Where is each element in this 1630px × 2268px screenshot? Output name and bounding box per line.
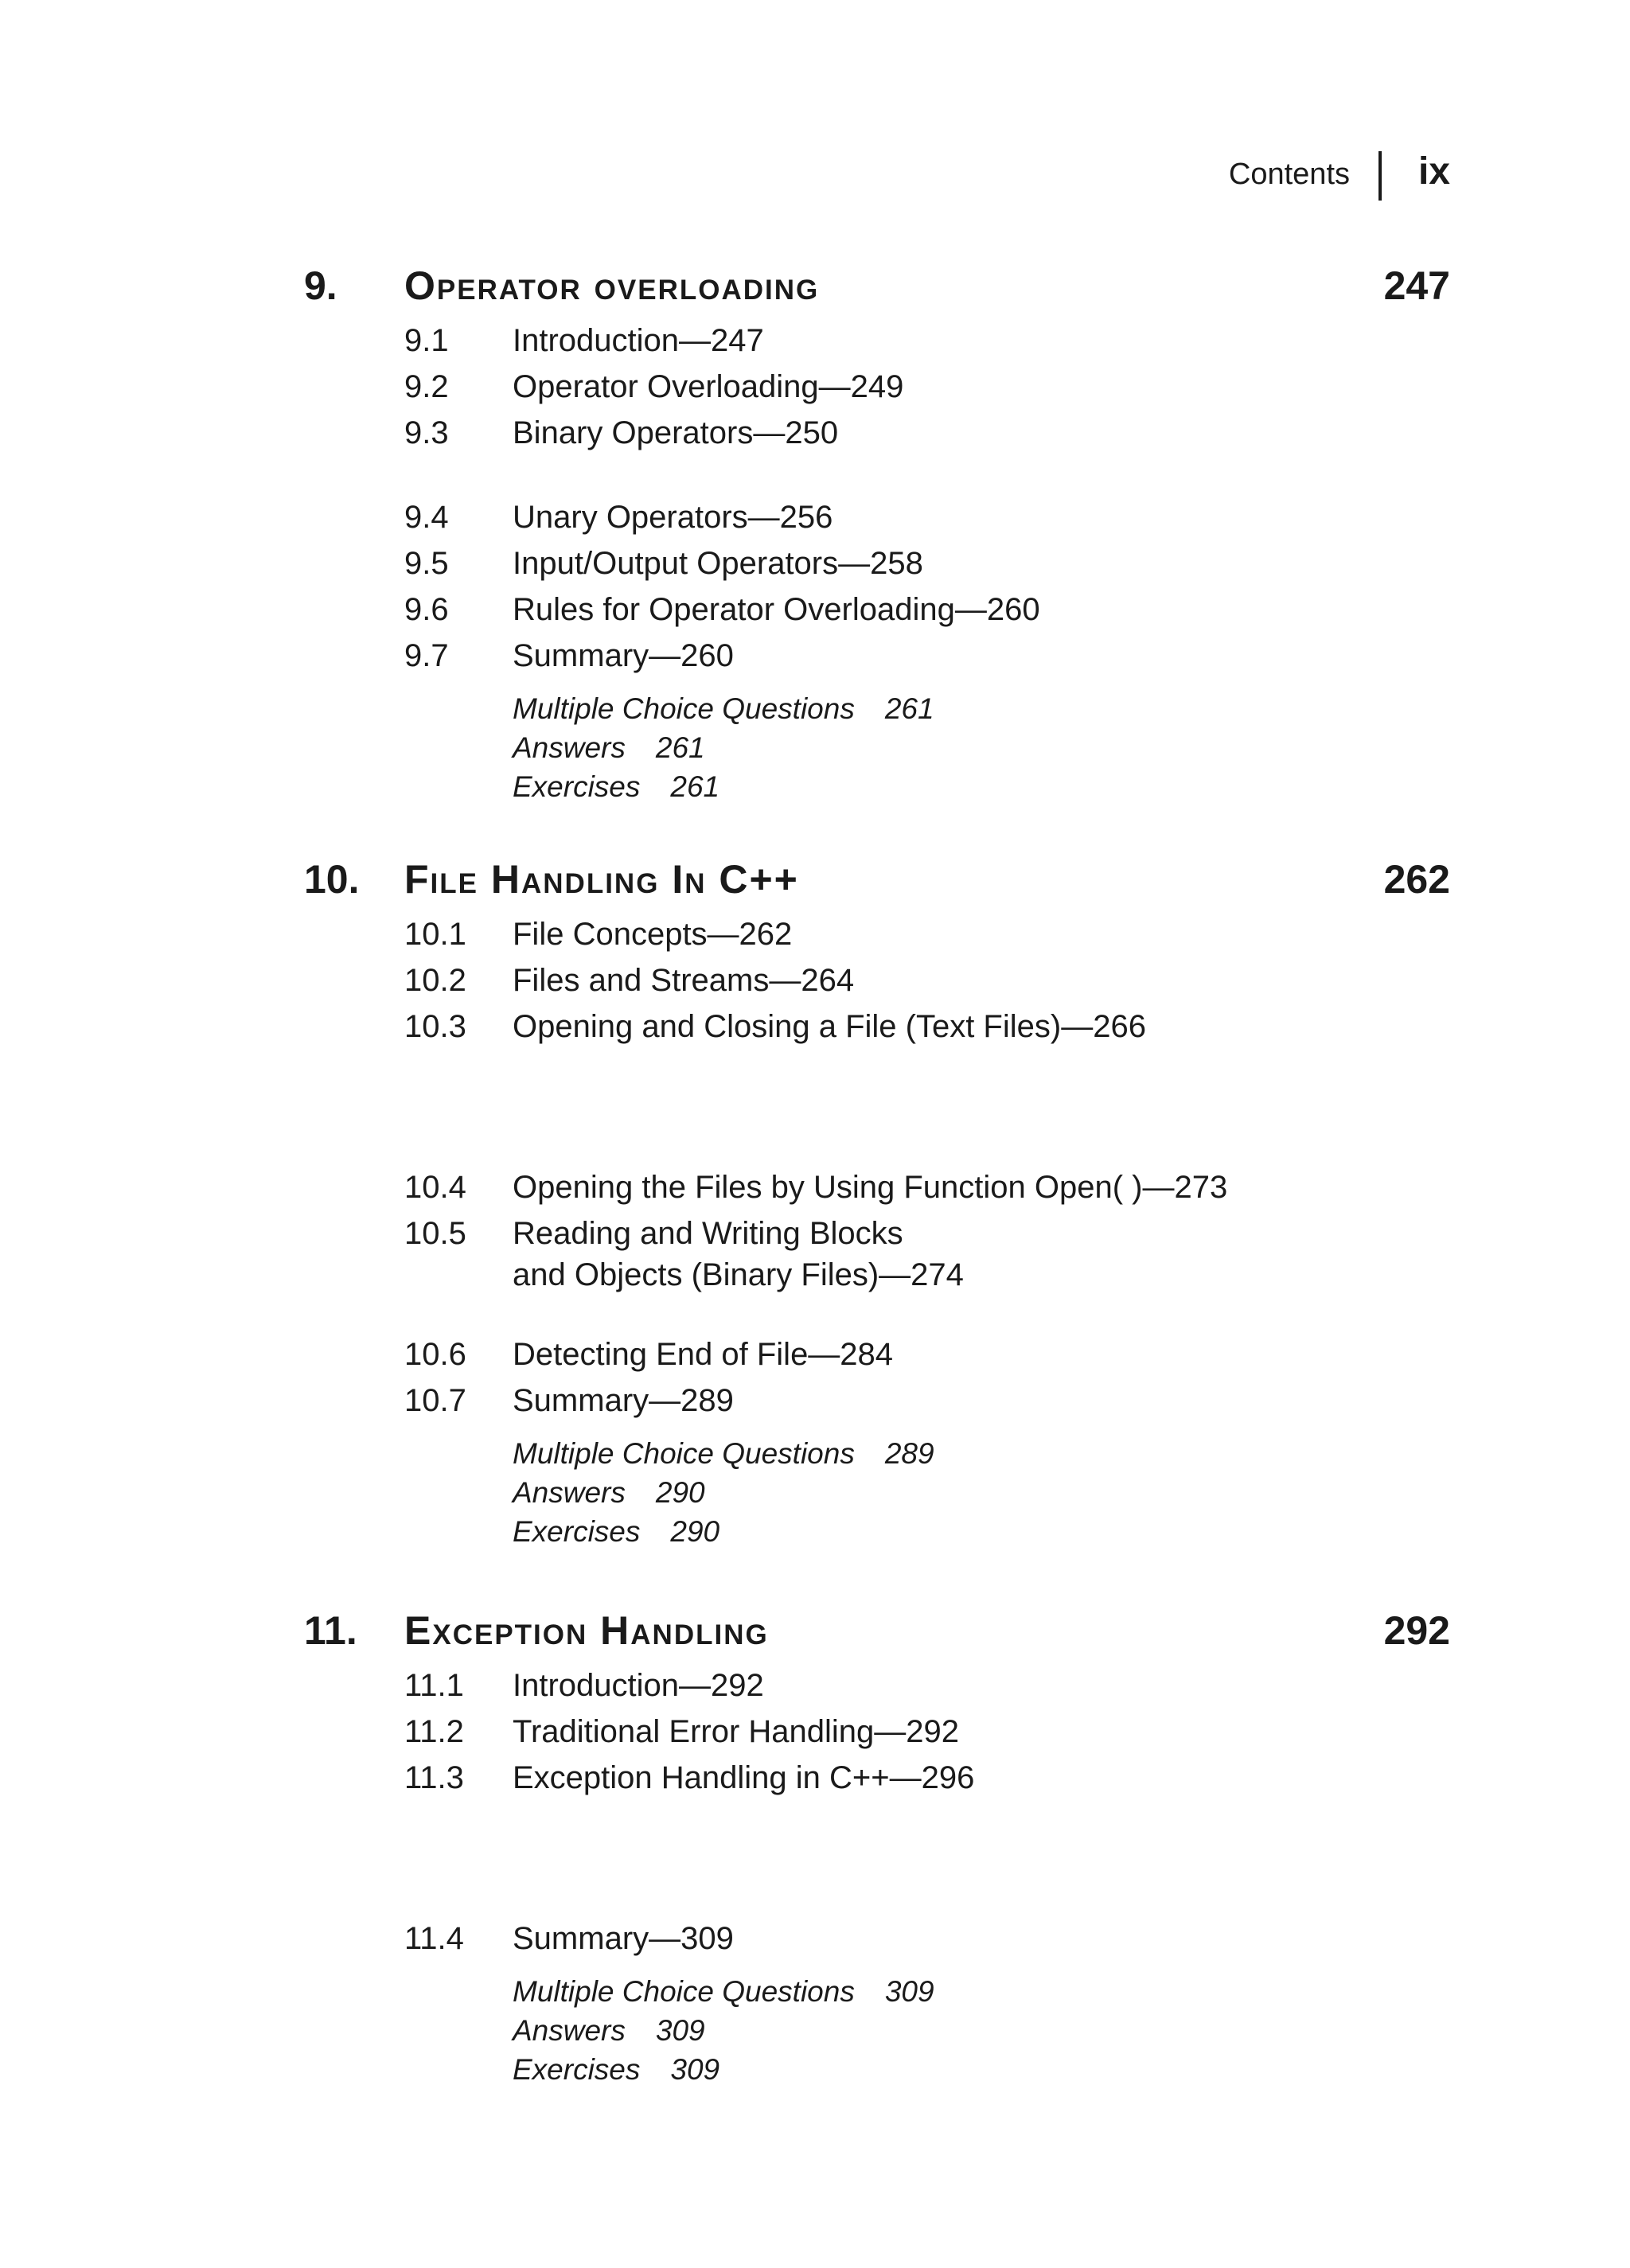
section-entry: [304, 412, 1450, 458]
section-title: [513, 1006, 1450, 1047]
chapter-block: [304, 850, 1450, 1551]
chapter-number: 10.: [304, 857, 360, 902]
section-title-text: Reading and Writing Blocks: [513, 1216, 903, 1251]
chapter-number: 11.: [304, 1608, 357, 1653]
subsection-title: [702, 455, 1450, 493]
end-matter-entry: [513, 1512, 1450, 1551]
section-number: 9.1: [404, 323, 449, 358]
end-matter-page: 309: [884, 1975, 934, 2008]
section-number: 10.5: [404, 1216, 466, 1251]
end-matter-list: [304, 1972, 1450, 2089]
section-number: 10.7: [404, 1383, 466, 1418]
section-list: [304, 1665, 1450, 1964]
end-matter-list: [304, 689, 1450, 806]
chapter-title: Exception Handling: [404, 1608, 769, 1653]
section-number: 10.3: [404, 1009, 466, 1044]
section-title-text: Input/Output Operators—258: [513, 546, 923, 581]
section-list: [304, 914, 1450, 1426]
section-title-line2: and Objects (Binary Files)—274: [513, 1257, 964, 1292]
chapter-block: [304, 256, 1450, 806]
section-entry: [304, 320, 1450, 366]
chapter-number: 9.: [304, 263, 337, 308]
section-list: [304, 320, 1450, 681]
section-title: [513, 497, 1450, 538]
section-title: [513, 1213, 1450, 1296]
section-number: 9.5: [404, 546, 449, 581]
section-entry: [304, 1213, 1450, 1296]
subsection-list: [304, 1800, 1450, 1915]
end-matter-label: Exercises: [513, 2053, 641, 2086]
section-entry: [304, 366, 1450, 412]
page-number: ix: [1417, 150, 1450, 193]
section-entry: [304, 1006, 1450, 1052]
end-matter-label: Answers: [513, 2014, 626, 2047]
subsection-entry: [304, 1800, 1450, 1876]
end-matter-entry: [513, 1972, 1450, 2011]
running-head-divider: [1378, 151, 1382, 201]
end-matter-label: Multiple Choice Questions: [513, 1437, 855, 1470]
section-entry: [304, 1757, 1450, 1803]
section-number: 10.6: [404, 1337, 466, 1372]
section-title-text: Traditional Error Handling—292: [513, 1714, 960, 1749]
section-entry: [304, 1918, 1450, 1964]
section-title: [513, 543, 1450, 584]
subsection-entry: [304, 1876, 1450, 1915]
end-matter-entry: [513, 728, 1450, 767]
subsection-entry: [304, 1125, 1450, 1163]
section-entry: [304, 589, 1450, 635]
section-title-text: Summary—309: [513, 1921, 734, 1956]
subsection-entry: [304, 1087, 1450, 1125]
end-matter-label: Answers: [513, 1476, 626, 1509]
section-entry: [304, 914, 1450, 960]
section-title-text: Detecting End of File—284: [513, 1337, 894, 1372]
section-number: 10.4: [404, 1170, 466, 1205]
chapter-page: 292: [1383, 1608, 1450, 1653]
running-head-label: Contents: [1228, 158, 1350, 191]
section-title-text: Files and Streams—264: [513, 963, 855, 998]
section-number: 10.2: [404, 963, 466, 998]
section-title: [513, 1918, 1450, 1959]
section-title: [513, 589, 1450, 630]
chapter-heading: [304, 256, 1450, 312]
end-matter-entry: [513, 1434, 1450, 1473]
end-matter-page: 309: [655, 2014, 705, 2047]
subsection-list: [304, 455, 1450, 493]
section-title: [513, 366, 1450, 407]
end-matter-page: 289: [884, 1437, 934, 1470]
chapter-heading: [304, 1601, 1450, 1657]
end-matter-page: 261: [670, 770, 720, 803]
section-title: [513, 1757, 1450, 1798]
section-number: 9.2: [404, 369, 449, 404]
subsection-title: [702, 1087, 1450, 1125]
chapter-page: 247: [1383, 263, 1450, 308]
chapter-page: 262: [1383, 857, 1450, 902]
section-entry: [304, 635, 1450, 681]
section-title: [513, 1665, 1450, 1706]
section-title: [513, 320, 1450, 361]
section-entry: [304, 1334, 1450, 1380]
section-number: 11.4: [404, 1921, 464, 1956]
section-entry: [304, 497, 1450, 543]
end-matter-page: 261: [884, 692, 934, 725]
end-matter-label: Answers: [513, 731, 626, 764]
subsection-list: [304, 1292, 1450, 1331]
subsection-title: [702, 1125, 1450, 1163]
section-number: 11.2: [404, 1714, 464, 1749]
section-entry: [304, 1665, 1450, 1711]
section-entry: [304, 960, 1450, 1006]
section-number: 9.4: [404, 500, 449, 535]
section-title-text: Opening the Files by Using Function Open( )—273: [513, 1170, 1228, 1205]
section-number: 11.1: [404, 1668, 464, 1703]
end-matter-page: 290: [655, 1476, 705, 1509]
section-entry: [304, 1380, 1450, 1426]
end-matter-entry: [513, 689, 1450, 728]
subsection-entry: [304, 1292, 1450, 1331]
section-title: [513, 1167, 1450, 1208]
end-matter-label: Exercises: [513, 1515, 641, 1548]
section-title: [513, 1711, 1450, 1752]
subsection-list: [304, 1049, 1450, 1163]
section-title-text: Introduction—292: [513, 1668, 764, 1703]
section-title: [513, 412, 1450, 454]
end-matter-list: [304, 1434, 1450, 1551]
end-matter-page: 290: [670, 1515, 720, 1548]
subsection-title: [702, 1800, 1450, 1876]
end-matter-entry: [513, 2011, 1450, 2050]
section-title-text: Introduction—247: [513, 323, 764, 358]
chapter-block: [304, 1601, 1450, 2089]
end-matter-entry: [513, 767, 1450, 806]
section-number: 9.3: [404, 415, 449, 450]
chapter-heading: [304, 850, 1450, 906]
end-matter-entry: [513, 2050, 1450, 2089]
section-title-text: Summary—260: [513, 638, 734, 673]
section-title-text: Operator Overloading—249: [513, 369, 904, 404]
subsection-title: [702, 1876, 1450, 1915]
section-title: [513, 960, 1450, 1001]
end-matter-label: Multiple Choice Questions: [513, 692, 855, 725]
end-matter-entry: [513, 1473, 1450, 1512]
section-entry: [304, 543, 1450, 589]
section-title: [513, 635, 1450, 676]
subsection-entry: [304, 1049, 1450, 1087]
section-title: [513, 914, 1450, 955]
end-matter-label: Multiple Choice Questions: [513, 1975, 855, 2008]
section-title-text: Exception Handling in C++—296: [513, 1760, 975, 1795]
end-matter-page: 309: [670, 2053, 720, 2086]
section-title: [513, 1380, 1450, 1421]
section-title-text: Binary Operators—250: [513, 415, 839, 450]
subsection-title: [702, 1292, 1450, 1331]
section-title-text: Opening and Closing a File (Text Files)—266: [513, 1009, 1146, 1044]
section-number: 9.6: [404, 592, 449, 627]
section-title-text: Unary Operators—256: [513, 500, 833, 535]
end-matter-page: 261: [655, 731, 705, 764]
section-title-text: Summary—289: [513, 1383, 734, 1418]
section-number: 11.3: [404, 1760, 464, 1795]
chapter-title: File Handling In C++: [404, 857, 799, 902]
section-number: 10.1: [404, 917, 466, 952]
end-matter-label: Exercises: [513, 770, 641, 803]
section-title-text: File Concepts—262: [513, 917, 793, 952]
section-entry: [304, 1711, 1450, 1757]
section-title-text: Rules for Operator Overloading—260: [513, 592, 1040, 627]
section-title: [513, 1334, 1450, 1375]
chapter-title: Operator overloading: [404, 263, 820, 308]
section-entry: [304, 1167, 1450, 1213]
section-number: 9.7: [404, 638, 449, 673]
subsection-title: [702, 1049, 1450, 1087]
subsection-entry: [304, 455, 1450, 493]
